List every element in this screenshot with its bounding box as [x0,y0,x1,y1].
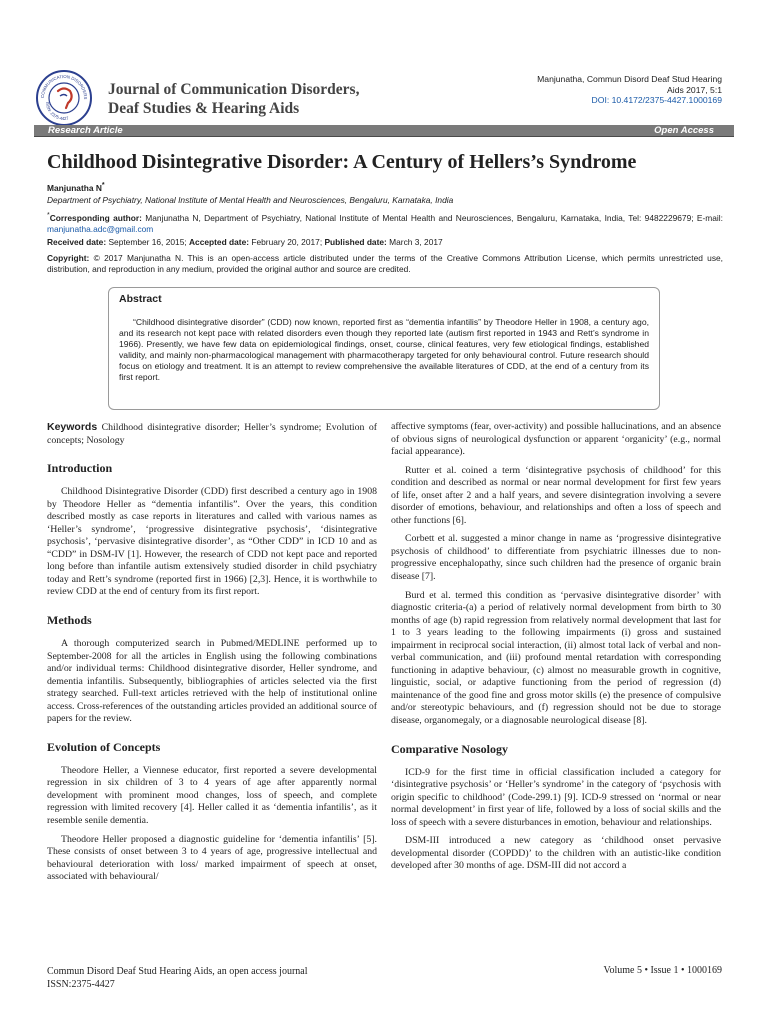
abstract-box [108,287,660,410]
keywords [47,421,377,447]
introduction-paragraph: Childhood Disintegrative Disorder (CDD) first described a century ago in 1908 by Theodore Heller as “dementia infantilis”. Over the years, this condition described mostly as case reports in literatures and called with various names as ‘Heller’s syndrome’, ‘progressive disintegrative psychosis’, ‘disintegrative psychosis’, ‘pervasive disintegrative disorder’, as “Other CDD” in ICD 10 and as “CDD” in DSM-IV [1]. However, the research of CDD not kept pace and reported long before than infantile autism extensively studied disorder in child psychiatry today and Rett’s syndrome (reported first in 1966) [2,3]. Hence, it is worthwhile to review CDD at the end of century from its first report. [47,486,377,598]
corr-label: Corresponding author: [49,212,142,223]
svg-text:ISSN: 2375-4427: ISSN: 2375-4427 [44,101,70,122]
copyright-label: Copyright: [47,253,90,263]
footer-volume: Volume 5 • Issue 1 • 1000169 [603,965,722,976]
footer-journal-name: Commun Disord Deaf Stud Hearing Aids, an open access journal [47,966,308,977]
affiliation: Department of Psychiatry, National Institute of Mental Health and Neurosciences, Bengaluru, Karnataka, India [47,195,454,205]
svg-text:COMMUNICATION DISORDERS: COMMUNICATION DISORDERS [39,73,89,100]
corr-mark: * [47,212,50,219]
evolution-heading: Evolution of Concepts [47,739,161,754]
open-access-label: Open Access [654,125,714,136]
methods-paragraph: A thorough computerized search in Pubmed/MEDLINE performed up to September-2008 for all the articles in English using the following combinations and/or individual terms: Childhood disintegrative disorder, Heller syndrome, and dementia infantilis. Subsequently, bibliographies of articles selected via the first strategy searched. Full-text articles retrieved with the help of institutional online access. Cross-references of the outstanding articles provided an additional source of papers for the review. [47,638,377,725]
accepted-label: Accepted date: [189,237,250,247]
burd-paragraph: Burd et al. termed this condition as ‘pervasive disintegrative disorder’ with diagnostic criteria-(a) a period of relatively normal development from birth to 30 months of age (b) rapid regression from relatively normal development that last for 1 to 3 years leading to the following impairments (i) gross and sustained impairment in reciprocal social interaction, (ii) almost total lack of verbal and non-verbal communication, and (iii) profound mental retardation with corresponding functioning in adaptive behaviour, (c) almost no measurable growth in cognitive, linguistic, social, or adaptive functioning from the period of regression (d) maintenance of the good fine and gross motor skills (e) the presence of compulsive and/or stereotypic behaviours, and (f) regression should not be due to storage disease, organomegaly, or a diagnosable neurological disease [8]. [391,589,721,727]
nosology-heading: Comparative Nosology [391,741,508,756]
author-mark: * [101,182,105,189]
rutter-paragraph: Rutter et al. coined a term ‘disintegrative psychosis of childhood’ for this condition and described as normal or near normal development for first few years of life, onset after 2 and a half years, and severe disintegration involving a severe disorder of emotions, behaviour, and relationships and often a loss of speech and other functions [6]. [391,464,721,526]
nosology-paragraph-2: DSM-III introduced a new category as ‘childhood onset pervasive developmental disorder (COPDD)’ to the children with an autistic-like condition developed after 30 months of age. DSM-III did not accord a [391,835,721,872]
journal-title-line1: Journal of Communication Disorders, [108,81,360,98]
corbett-paragraph: Corbett et al. suggested a minor change in name as ‘progressive disintegrative psychosis of childhood’ to differentiate from psychiatric illnesses due to non-progressive encephalopathy, since such children had the presence of organic brain disease [7]. [391,533,721,583]
author-name [47,180,105,194]
methods-heading: Methods [47,613,92,628]
keywords-label: Keywords [47,421,98,433]
citation-line1: Manjunatha, Commun Disord Deaf Stud Hearing [537,74,722,84]
accepted-date: February 20, 2017; [249,237,325,247]
evolution-paragraph-1: Theodore Heller, a Viennese educator, first reported a severe developmental regression in six children of 3 to 4 years of age after apparently normal development with prominent mood changes, loss of speech, and complete regression with limited recovery [4]. Heller called it as ‘dementia infantilis’, as it resemble senile dementia. [47,764,377,827]
left-column [47,421,377,890]
abstract-text: “Childhood disintegrative disorder” (CDD) now known, reported first as “dementia infantilis” by Theodore Heller in 1908, a century ago, and its research not kept pace with related disorders even though they reported late (autism first reported in 1943 and Rett’s syndrome in 1966). Presently, we have few data on epidemiological findings, onset, course, clinical features, very few etiological findings, established validity, and mainly non-pharmacological management with pharmacotherapy targeted for only behavioural control. Future research should focus on etiology and treatment. It is an attempt to review comprehensive the available literatures of CDD, at the end of a century from its first report. [119,317,649,383]
corresponding-author [47,210,723,235]
journal-title[interactable] [108,80,359,118]
evolution-paragraph-2: Theodore Heller proposed a diagnostic guideline for ‘dementia infantilis’ [5]. These consists of onset between 3 to 4 years of age, progressive intellectual and behavioural deterioration with loss/ marked impairment of speech at onset, associated with behavioural/ [47,833,377,883]
right-column [391,421,721,879]
published-date: March 3, 2017 [386,237,443,247]
journal-logo [34,68,94,128]
author-name-text: Manjunatha N [47,182,102,193]
copyright-text: © 2017 Manjunatha N. This is an open-access article distributed under the terms of the Creative Commons Attribution License, which permits unrestricted use, distribution, and reproduction in any medium, provided the original author and source are credited. [47,253,723,274]
published-label: Published date: [324,237,387,247]
email-link[interactable]: manjunatha.adc@gmail.com [47,223,154,234]
citation-block [482,74,722,106]
copyright-notice [47,253,723,275]
keywords-text: Childhood disintegrative disorder; Heller’s syndrome; Evolution of concepts; Nosology [47,422,377,446]
abstract-heading: Abstract [119,293,162,305]
research-article-label: Research Article [48,125,123,136]
doi-link[interactable]: DOI: 10.4172/2375-4427.1000169 [591,95,722,105]
introduction-heading: Introduction [47,461,113,476]
footer-issn: ISSN:2375-4427 [47,979,115,990]
article-dates [47,237,443,248]
citation-line2: Aids 2017, 5:1 [667,84,722,95]
received-date: September 16, 2015; [106,237,189,247]
received-label: Received date: [47,237,107,247]
footer-journal [47,965,308,991]
nosology-paragraph-1: ICD-9 for the first time in official classification included a category for ‘disintegrative psychosis’ or ‘Heller’s syndrome’ in the category of ‘psychosis with origin specific to childhood’ (Code-299.1) [9]. ICD-9 stressed on ‘normal or near normal development’ in first year of life, followed by a loss of social skills and the loss of speech with a severe disturbances in emotion, behaviour and relationships. [391,766,721,828]
article-title: Childhood Disintegrative Disorder: A Century of Hellers’s Syndrome [47,151,637,173]
article-type-banner [34,125,734,137]
corr-text: Manjunatha N, Department of Psychiatry, National Institute of Mental Health and Neurosciences, Bengaluru, Karnataka, India, Tel: 9482229679; E-mail: [141,212,723,223]
journal-title-line2: Deaf Studies & Hearing Aids [108,100,300,117]
continued-paragraph: affective symptoms (fear, over-activity) and possible hallucinations, and an absence of obvious signs of neurological dysfunction or apparent ‘organicity’ (e.g., normal facial appearance). [391,421,721,458]
